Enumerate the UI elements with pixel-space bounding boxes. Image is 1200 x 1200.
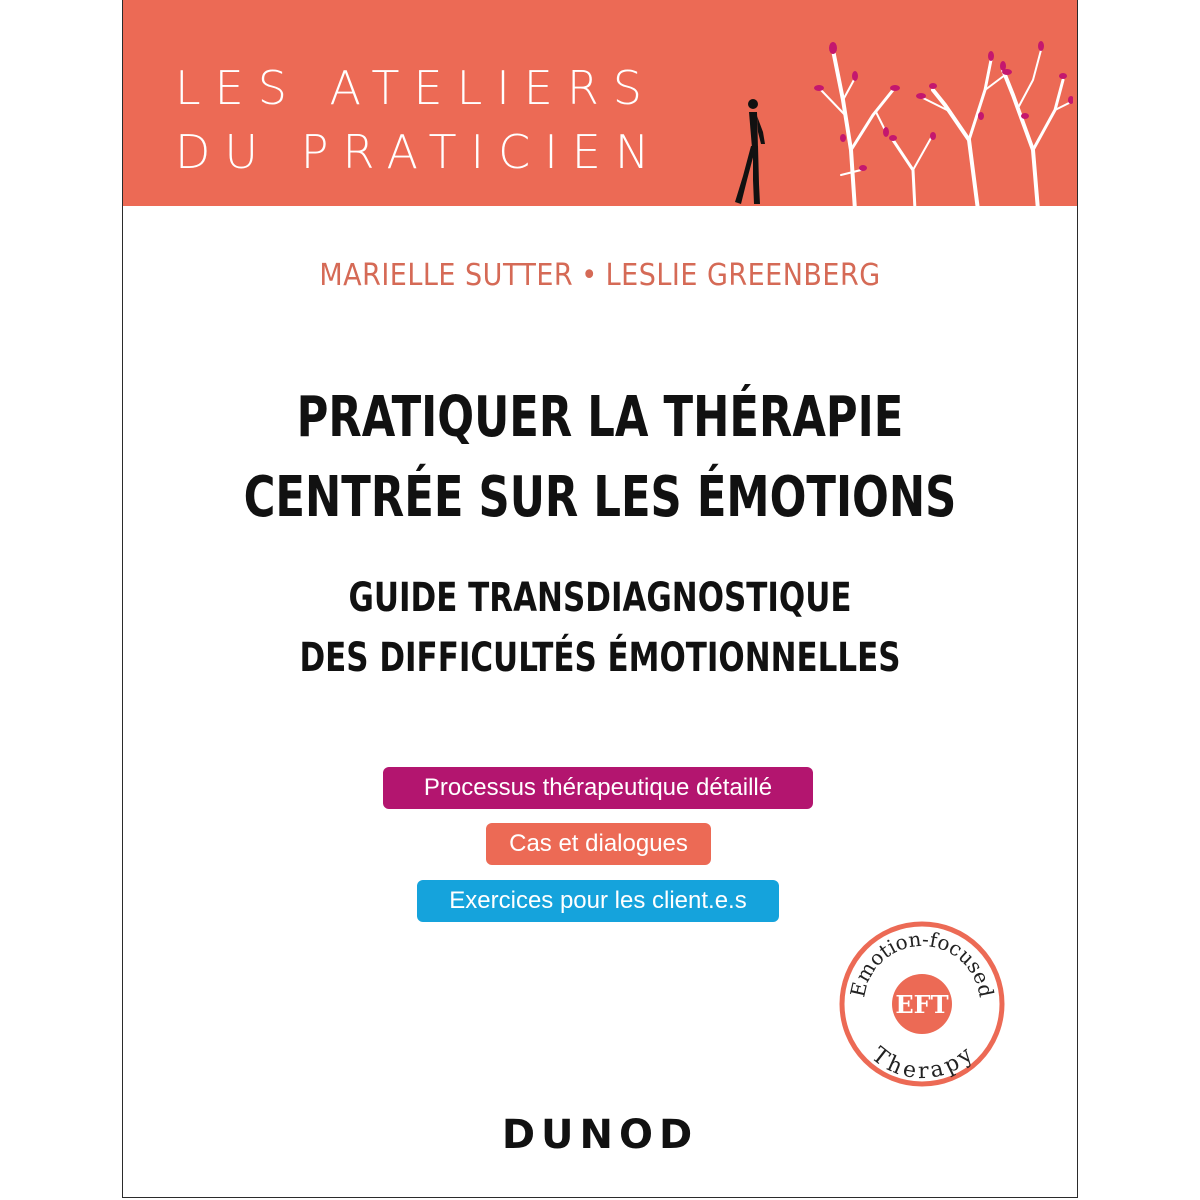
trees-illustration <box>593 20 1073 210</box>
series-line-1: LES ATELIERS <box>175 61 656 115</box>
tag-cas-dialogues: Cas et dialogues <box>486 823 711 865</box>
badge-center-text: EFT <box>895 990 949 1019</box>
tag-exercices: Exercices pour les client.e.s <box>417 880 779 922</box>
badge-top-text: Emotion-focused <box>845 926 999 1000</box>
subtitle-line-1: GUIDE TRANSDIAGNOSTIQUE <box>348 575 852 621</box>
author-separator: • <box>581 258 598 293</box>
series-name <box>175 56 663 184</box>
tree-icon <box>821 50 1073 210</box>
eft-badge <box>838 920 1006 1088</box>
publisher-logo: DUNOD <box>501 1112 699 1158</box>
series-line-2: DU PRATICIEN <box>175 125 664 179</box>
series-banner <box>123 0 1077 206</box>
title-line-1: PRATIQUER LA THÉRAPIE <box>296 385 904 450</box>
walking-man-icon <box>735 99 765 204</box>
tag-processus: Processus thérapeutique détaillé <box>383 767 813 809</box>
book-title <box>190 378 1010 538</box>
author-1: MARIELLE SUTTER <box>319 258 574 293</box>
title-line-2: CENTRÉE SUR LES ÉMOTIONS <box>243 465 957 530</box>
author-2: LESLIE GREENBERG <box>605 258 881 293</box>
badge-bottom-text: Therapy <box>866 1042 978 1085</box>
book-cover <box>122 0 1078 1198</box>
authors <box>123 258 1077 293</box>
book-subtitle <box>190 568 1010 688</box>
subtitle-line-2: DES DIFFICULTÉS ÉMOTIONNELLES <box>299 635 901 681</box>
